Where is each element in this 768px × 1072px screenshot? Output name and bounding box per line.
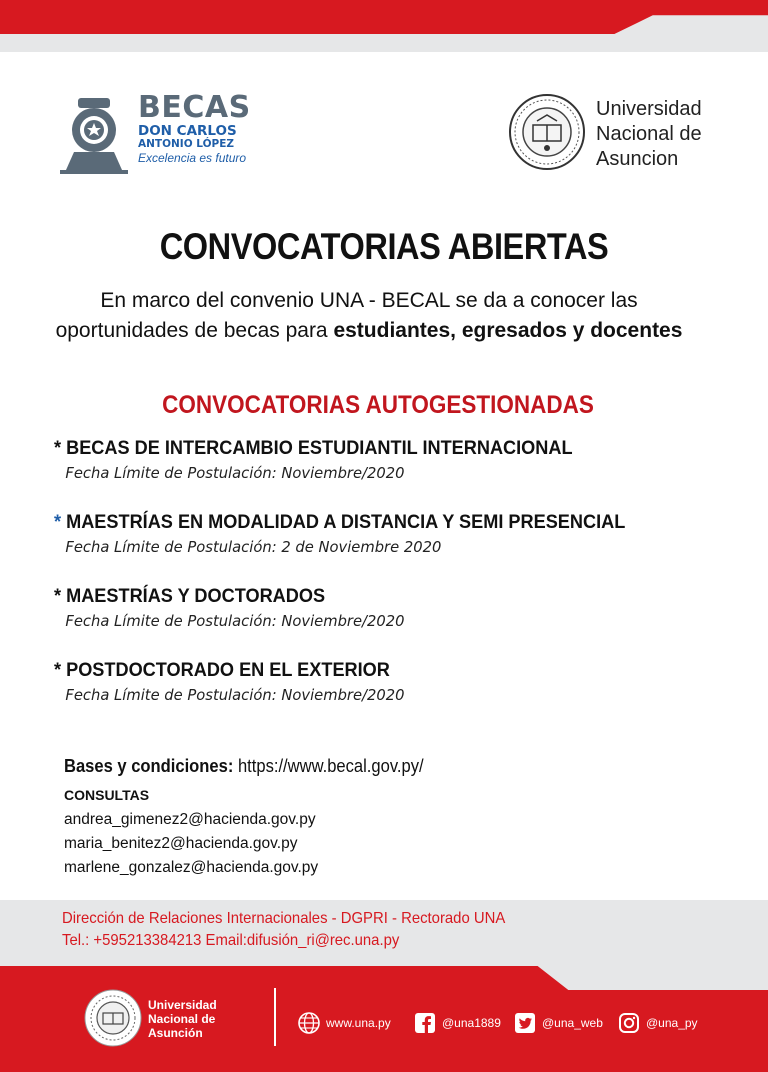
item-title: POSTDOCTORADO EN EL EXTERIOR: [66, 659, 390, 681]
facebook-icon: [414, 1012, 436, 1034]
page-title: CONVOCATORIAS ABIERTAS: [159, 226, 609, 267]
item-title: BECAS DE INTERCAMBIO ESTUDIANTIL INTERNACIONAL: [66, 437, 573, 459]
bases-label: Bases y condiciones:: [64, 756, 234, 776]
social-instagram[interactable]: [618, 1010, 698, 1036]
una-name-line2: Nacional de: [596, 123, 702, 145]
una-seal-icon: [508, 93, 586, 171]
email-link[interactable]: maria_benitez2@hacienda.gov.py: [64, 835, 298, 852]
becal-logo-line2: DON CARLOS: [138, 123, 237, 139]
una-name-line1: Universidad: [596, 98, 702, 120]
becal-logo-line3: ANTONIO LÓPEZ: [138, 138, 235, 150]
info-band: [0, 900, 768, 966]
twitter-icon: [514, 1012, 536, 1034]
item-deadline: Fecha Límite de Postulación: 2 de Noviembre 2020: [65, 538, 442, 556]
una-name-line3: Asuncion: [596, 148, 679, 170]
consultas-emails: [64, 808, 318, 880]
becal-logo: [56, 92, 256, 178]
social-facebook-label: @una1889: [442, 1016, 501, 1030]
footer-una-line1: Universidad: [148, 998, 217, 1012]
becal-logo-line1: BECAS: [138, 90, 251, 125]
convocatorias-list: [54, 434, 744, 730]
una-seal-icon: [84, 989, 142, 1047]
intro-text: [0, 286, 738, 346]
email-link[interactable]: marlene_gonzalez@hacienda.gov.py: [64, 859, 319, 876]
item-title: MAESTRÍAS EN MODALIDAD A DISTANCIA Y SEMI PRESENCIAL: [66, 511, 626, 533]
footer-una-line3: Asunción: [148, 1026, 203, 1040]
footer-divider: [274, 988, 276, 1046]
footer-una-name: [148, 998, 217, 1040]
social-twitter[interactable]: [514, 1010, 603, 1036]
footer-una-line2: Nacional de: [148, 1012, 216, 1026]
item-title: MAESTRÍAS Y DOCTORADOS: [66, 585, 326, 607]
bases-link[interactable]: https://www.becal.gov.py/: [233, 756, 424, 776]
list-item: [54, 582, 744, 656]
section-title: CONVOCATORIAS AUTOGESTIONADAS: [162, 391, 594, 419]
consultas-label: CONSULTAS: [64, 787, 150, 803]
social-twitter-label: @una_web: [542, 1016, 603, 1030]
intro-line1: En marco del convenio UNA - BECAL se da a conocer las: [100, 289, 638, 312]
bases-condiciones: [64, 756, 424, 777]
item-deadline: Fecha Límite de Postulación: Noviembre/2020: [65, 464, 405, 482]
list-item: [54, 656, 744, 730]
list-item: [54, 508, 744, 582]
info-line-direccion: Dirección de Relaciones Internacionales - DGPRI - Rectorado UNA: [62, 910, 506, 927]
bullet-star: *: [54, 437, 62, 459]
social-web-label: www.una.py: [326, 1016, 391, 1030]
item-deadline: Fecha Límite de Postulación: Noviembre/2020: [65, 686, 405, 704]
list-item: [54, 434, 744, 508]
bullet-star: *: [54, 511, 62, 533]
social-facebook[interactable]: [414, 1010, 501, 1036]
info-line-contact: Tel.: +595213384213 Email:difusión_ri@rec.una.py: [62, 932, 400, 949]
intro-line2: [0, 316, 738, 346]
becal-tagline: Excelencia es futuro: [138, 151, 247, 165]
globe-icon: [298, 1012, 320, 1034]
bullet-star: *: [54, 659, 62, 681]
locomotive-icon: [56, 96, 132, 176]
intro-line2-plain: oportunidades de becas para: [55, 319, 334, 342]
email-link[interactable]: andrea_gimenez2@hacienda.gov.py: [64, 811, 316, 828]
social-web[interactable]: [298, 1010, 391, 1036]
item-deadline: Fecha Límite de Postulación: Noviembre/2020: [65, 612, 405, 630]
una-logo: [508, 93, 728, 173]
bullet-star: *: [54, 585, 62, 607]
intro-line2-bold: estudiantes, egresados y docentes: [333, 319, 683, 342]
social-instagram-label: @una_py: [646, 1016, 698, 1030]
instagram-icon: [618, 1012, 640, 1034]
